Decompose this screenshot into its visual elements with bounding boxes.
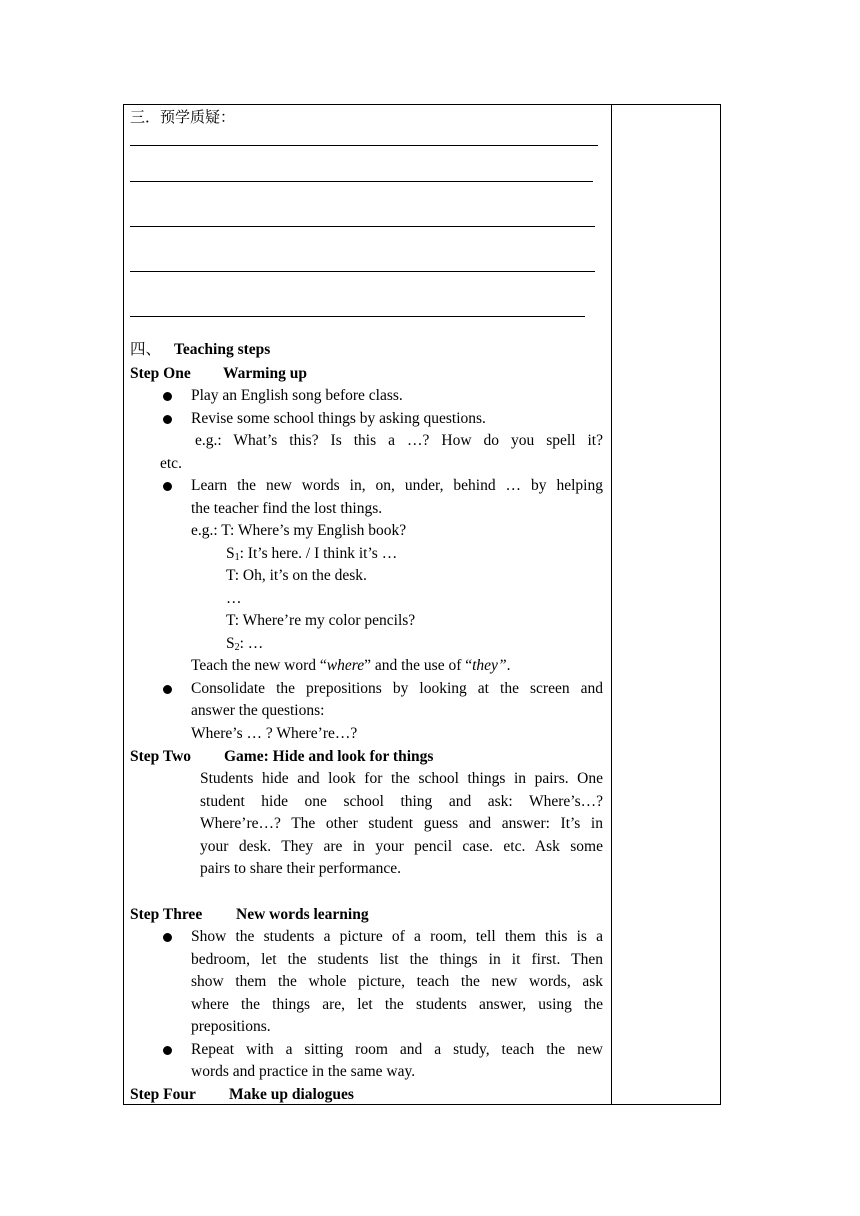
step1-bullet4-line2: answer the questions: <box>191 702 325 719</box>
step2-para-line3: Where’re…? The other student guess and answer: It’s in <box>200 815 603 832</box>
bullet-icon <box>163 933 172 942</box>
step1-example-line1: e.g.: What’s this? Is this a …? How do you spell it? <box>195 432 603 449</box>
step1-title: Warming up <box>223 365 307 382</box>
section3-heading: 三．预学质疑： <box>130 108 236 126</box>
blank-line-3 <box>130 226 595 227</box>
bullet-icon <box>163 1046 172 1055</box>
step4-title: Make up dialogues <box>229 1086 354 1103</box>
bullet-icon <box>163 685 172 694</box>
step1-bullet1: Play an English song before class. <box>191 387 403 404</box>
step3-bullet1-line4: where the things are, let the students answer, using the <box>191 996 603 1013</box>
step2-para-line1: Students hide and look for the school things in pairs. One <box>200 770 603 787</box>
column-divider <box>611 104 612 1105</box>
section4-title: Teaching steps <box>174 341 271 358</box>
step1-bullet2: Revise some school things by asking questions. <box>191 410 486 427</box>
step3-bullet1-line1: Show the students a picture of a room, tell them this is a <box>191 928 603 945</box>
section4-number: 四、 <box>130 341 162 358</box>
bullet-icon <box>163 482 172 491</box>
step2-para-line2: student hide one school thing and ask: Where’s…? <box>200 793 603 810</box>
step3-bullet1-line5: prepositions. <box>191 1018 271 1035</box>
dialogue-eg: e.g.: T: Where’s my English book? <box>191 522 407 539</box>
step2-para-line4: your desk. They are in your pencil case. etc. Ask some <box>200 838 603 855</box>
step1-teach-line: Teach the new word “where” and the use of “they”. <box>191 657 511 674</box>
step3-bullet1-line2: bedroom, let the students list the things in it first. Then <box>191 951 603 968</box>
step1-bullet4-line3: Where’s … ? Where’re…? <box>191 725 358 742</box>
dialogue-s1: $S_1$: It’s here. / I think it’s … <box>226 545 398 563</box>
step1-example-line2: etc. <box>160 455 182 472</box>
dialogue-t2: T: Oh, it’s on the desk. <box>226 567 367 584</box>
dialogue-t3: T: Where’re my color pencils? <box>226 612 416 629</box>
step3-bullet1-line3: show them the whole picture, teach the new words, ask <box>191 973 603 990</box>
bullet-icon <box>163 415 172 424</box>
blank-line-5 <box>130 316 585 317</box>
blank-line-1 <box>130 145 598 146</box>
step2-label: Step Two <box>130 748 192 765</box>
step4-label: Step Four <box>130 1086 196 1103</box>
step3-bullet2-line1: Repeat with a sitting room and a study, teach the new <box>191 1041 603 1058</box>
dialogue-s2: $S_2$: … <box>226 635 264 653</box>
step2-para-line5: pairs to share their performance. <box>200 860 401 877</box>
step1-bullet3-line1: Learn the new words in, on, under, behind … by helping <box>191 477 603 494</box>
bullet-icon <box>163 392 172 401</box>
step1-label: Step One <box>130 365 191 382</box>
step3-label: Step Three <box>130 906 203 923</box>
blank-line-2 <box>130 181 593 182</box>
blank-line-4 <box>130 271 595 272</box>
dialogue-dots: … <box>226 590 242 607</box>
step2-title: Game: Hide and look for things <box>224 748 434 765</box>
step3-bullet2-line2: words and practice in the same way. <box>191 1063 416 1080</box>
step1-bullet3-line2: the teacher find the lost things. <box>191 500 383 517</box>
step3-title: New words learning <box>236 906 369 923</box>
step1-bullet4-line1: Consolidate the prepositions by looking at the screen and <box>191 680 603 697</box>
